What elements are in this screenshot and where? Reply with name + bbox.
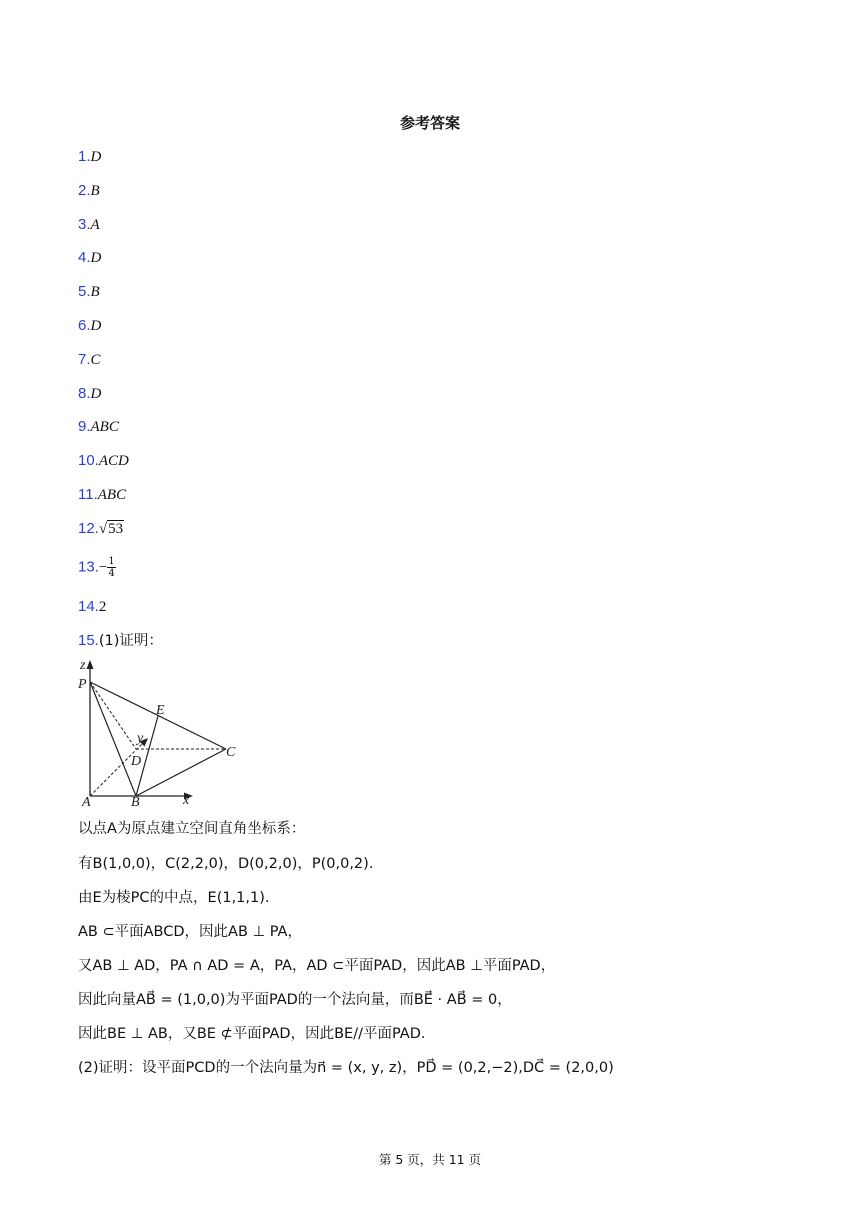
answer-item	[78, 247, 101, 268]
answer-item	[78, 383, 101, 404]
proof-line: (2)证明：设平面PCD的一个法向量为n⃗ = (x, y, z)，PD⃗ = (0,2,−2),DC⃗ = (2,0,0)	[78, 1060, 614, 1076]
answer-value: B	[90, 284, 100, 300]
answer-item	[78, 416, 119, 437]
answer-number: 10.	[78, 452, 99, 469]
fraction	[107, 556, 115, 579]
answer-item	[78, 484, 126, 505]
answer-value: C	[90, 352, 101, 368]
answer-item	[78, 518, 124, 539]
label-a: A	[82, 795, 91, 808]
answer-item	[78, 146, 101, 167]
proof-line: 因此向量AB⃗ = (1,0,0)为平面PAD的一个法向量，而BE⃗ · AB⃗ = 0，	[78, 992, 512, 1008]
answer-number: 8.	[78, 385, 91, 402]
fraction-denominator: 4	[108, 568, 115, 579]
answer-value: 2	[98, 599, 107, 615]
answer-item	[78, 315, 101, 336]
answer-value: D	[90, 386, 102, 402]
answer-value: B	[90, 183, 100, 199]
proof-line: AB ⊂平面ABCD，因此AB ⊥ PA，	[78, 924, 302, 940]
answer-item	[78, 180, 100, 201]
proof-line: 由E为棱PC的中点，E(1,1,1).	[78, 890, 270, 906]
answer-value: ABC	[97, 487, 127, 503]
answer-number: 9.	[78, 418, 91, 435]
label-d: D	[131, 754, 142, 769]
proof-intro: (1)证明：	[98, 633, 163, 649]
page-title: 参考答案	[399, 114, 460, 132]
answer-number: 13.	[78, 558, 99, 576]
answer-number: 2.	[78, 182, 91, 199]
answer-item	[78, 214, 100, 235]
answer-number: 5.	[78, 283, 91, 300]
sqrt-expression: √53	[98, 521, 124, 537]
fraction-numerator: 1	[108, 556, 115, 567]
answer-number: 7.	[78, 351, 91, 368]
answer-item	[78, 349, 101, 370]
label-c: C	[226, 745, 236, 760]
label-b: B	[131, 795, 140, 808]
minus-sign: −	[98, 559, 108, 576]
answer-number: 1.	[78, 148, 91, 165]
answer-value: ACD	[98, 453, 129, 469]
answer-number: 15.	[78, 632, 99, 649]
answer-number: 14.	[78, 598, 99, 615]
label-y: y	[137, 731, 144, 746]
answer-item	[78, 450, 129, 471]
radicand: 53	[108, 521, 124, 537]
question-15-header	[78, 630, 163, 651]
proof-line: 有B(1,0,0)，C(2,2,0)，D(0,2,0)，P(0,0,2).	[78, 856, 374, 872]
label-p: P	[78, 677, 87, 692]
answer-value: D	[90, 318, 102, 334]
answer-number: 11.	[78, 486, 98, 503]
answer-value: D	[90, 149, 102, 165]
answer-item	[78, 556, 116, 579]
answer-number: 6.	[78, 317, 91, 334]
answer-item	[78, 281, 100, 302]
z-axis-arrow-icon	[87, 660, 94, 669]
answer-number: 4.	[78, 249, 91, 266]
edge-bc	[136, 749, 226, 796]
answer-number: 3.	[78, 216, 91, 233]
pyramid-figure	[76, 656, 246, 808]
answer-value: A	[90, 217, 100, 233]
label-x: x	[183, 793, 190, 808]
label-z: z	[80, 658, 86, 673]
answer-value: D	[90, 250, 102, 266]
page-footer: 第 5 页，共 11 页	[378, 1152, 482, 1167]
answer-number: 12.	[78, 520, 99, 537]
answer-value: ABC	[90, 419, 119, 435]
edge-pb	[90, 682, 136, 796]
proof-line: 以点A为原点建立空间直角坐标系：	[78, 821, 306, 837]
answer-item	[78, 596, 106, 617]
proof-line: 又AB ⊥ AD，PA ∩ AD = A，PA，AD ⊂平面PAD，因此AB ⊥平面PAD，	[78, 958, 556, 974]
proof-line: 因此BE ⊥ AB，又BE ⊄平面PAD，因此BE//平面PAD.	[78, 1026, 426, 1042]
label-e: E	[156, 703, 165, 718]
